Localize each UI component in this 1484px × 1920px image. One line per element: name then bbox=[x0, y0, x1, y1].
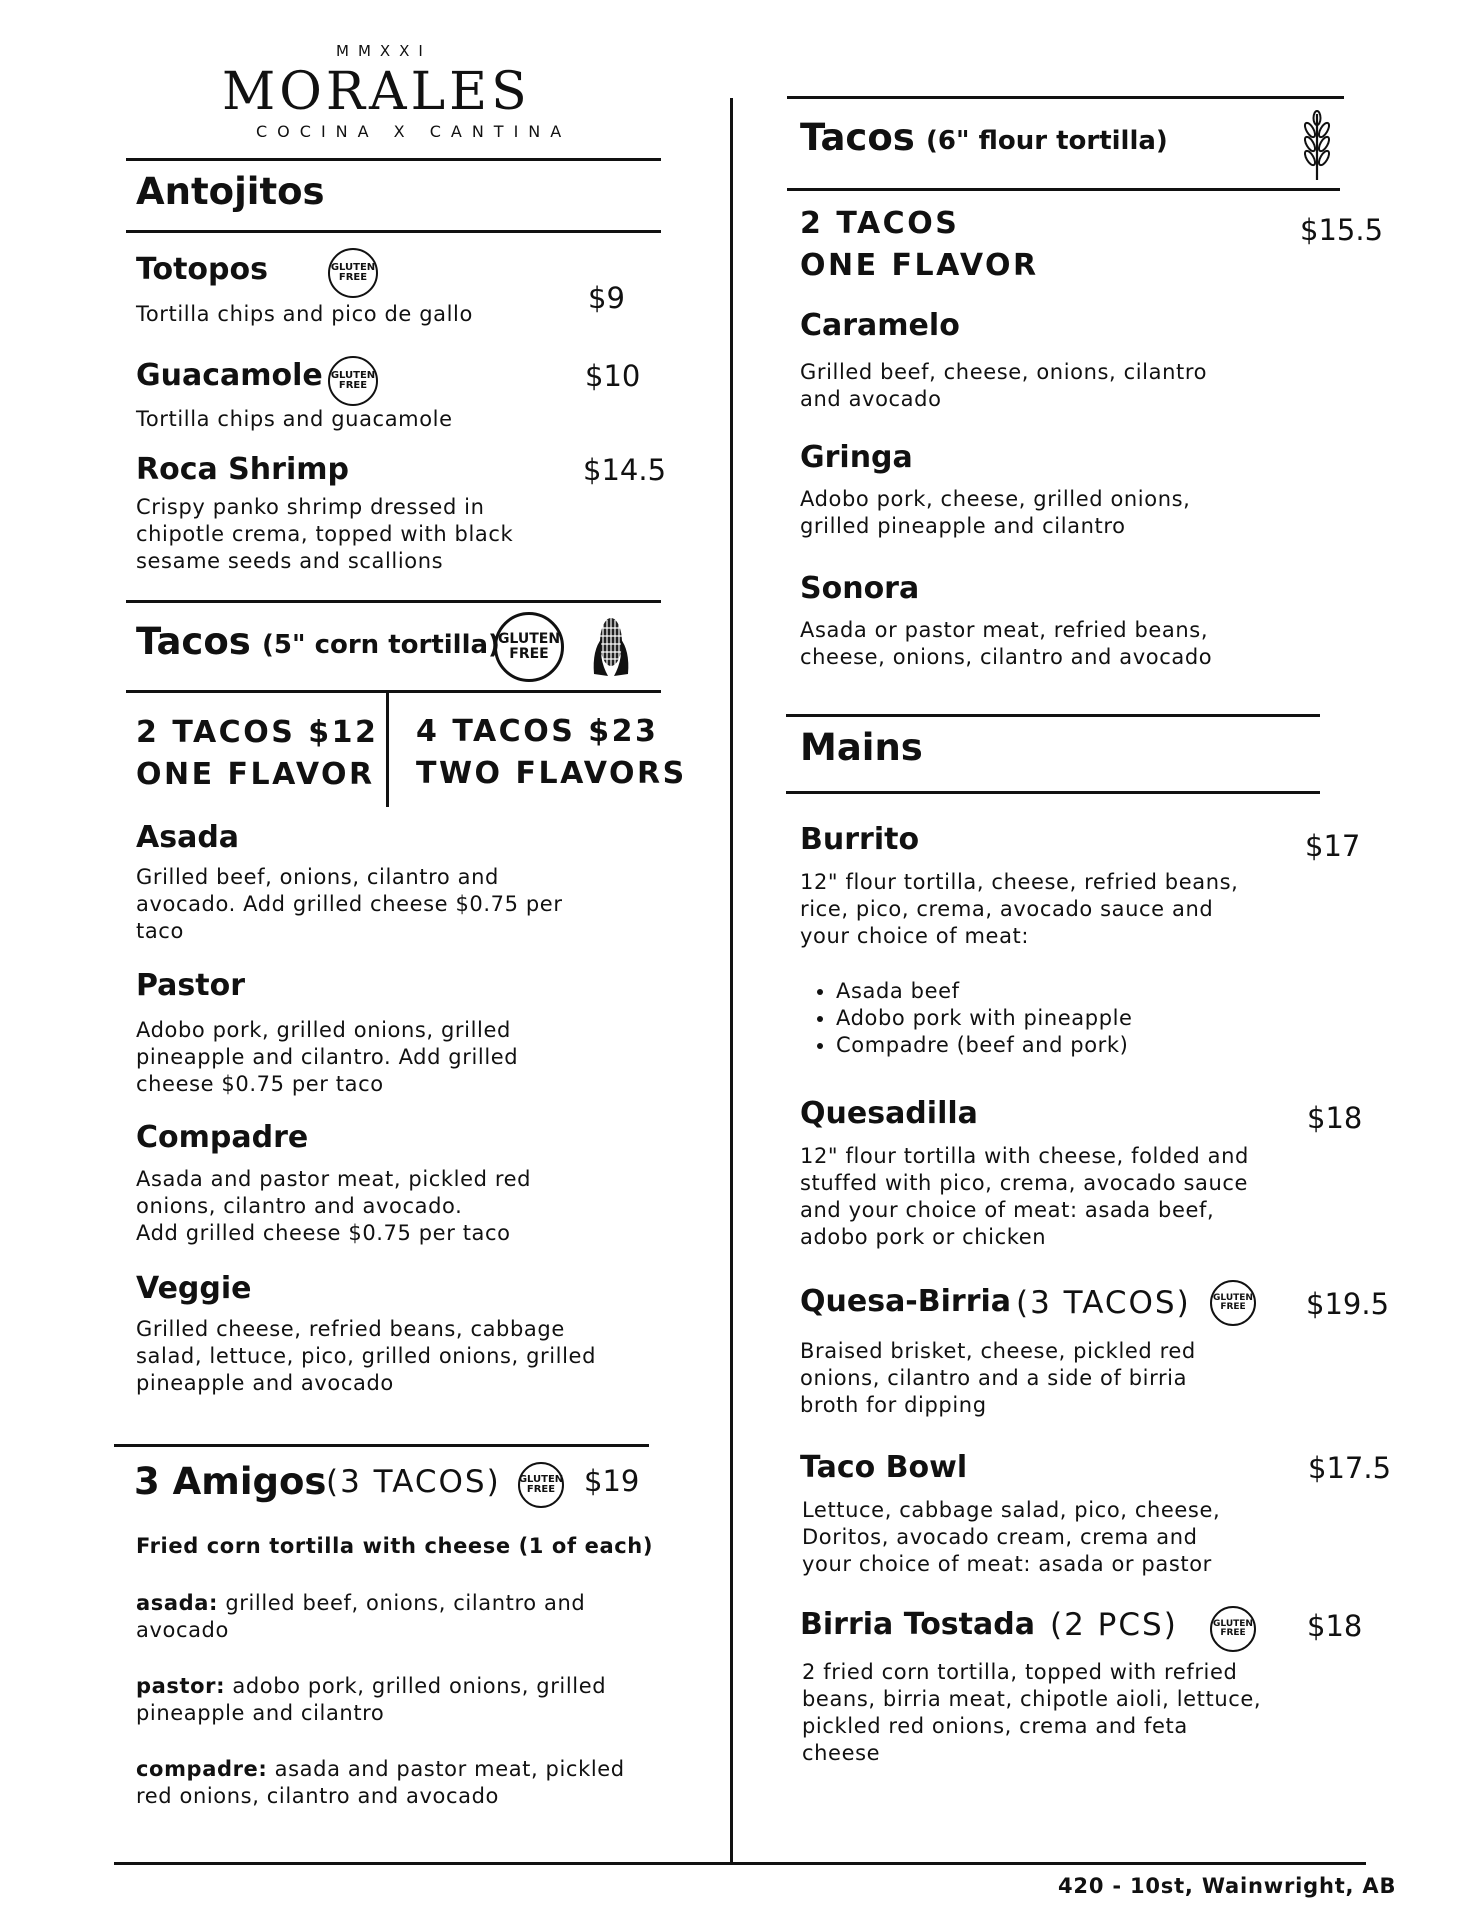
logo-tagline: COCINA X CANTINA bbox=[256, 122, 572, 141]
combo-price-flour: $15.5 bbox=[1300, 213, 1384, 247]
amigos-item-text: asada and pastor meat, pickled red onions, cilantro and avocado bbox=[136, 1757, 625, 1808]
list-item: • Adobo pork with pineapple bbox=[836, 1005, 1133, 1032]
badge-text: GLUTEN FREE bbox=[330, 261, 376, 283]
item-desc-guacamole: Tortilla chips and guacamole bbox=[136, 407, 453, 431]
gluten-free-badge bbox=[518, 1462, 564, 1508]
item-desc-taco-bowl: Lettuce, cabbage salad, pico, cheese, Doritos, avocado cream, crema and your choice of meat: asada or pastor bbox=[802, 1498, 1221, 1576]
combo-line: ONE FLAVOR bbox=[800, 248, 1039, 283]
item-name-gringa: Gringa bbox=[800, 440, 913, 475]
amigos-count: (3 TACOS) bbox=[326, 1464, 501, 1500]
divider bbox=[126, 690, 661, 693]
combo-line: TWO FLAVORS bbox=[416, 756, 687, 791]
corn-icon bbox=[588, 612, 634, 680]
item-name-quesadilla: Quesadilla bbox=[800, 1096, 978, 1131]
item-desc-sonora: Asada or pastor meat, refried beans, cheese, onions, cilantro and avocado bbox=[800, 618, 1213, 669]
combo-line: 2 TACOS bbox=[800, 206, 960, 241]
item-price-quesadilla: $18 bbox=[1307, 1101, 1363, 1135]
item-name-caramelo: Caramelo bbox=[800, 308, 960, 343]
item-name-compadre: Compadre bbox=[136, 1120, 309, 1155]
combo-line: 4 TACOS $23 bbox=[416, 714, 659, 749]
amigos-item-label: asada: bbox=[136, 1591, 219, 1615]
section-subtitle-tacos-flour: (6" flour tortilla) bbox=[926, 126, 1168, 156]
item-desc-quesadilla: 12" flour tortilla with cheese, folded and stuffed with pico, crema, avocado sauce and your choice of meat: asada beef, adobo pork or chicken bbox=[800, 1144, 1249, 1249]
section-title-tacos-flour: Tacos bbox=[800, 116, 915, 159]
item-name-roca-shrimp: Roca Shrimp bbox=[136, 452, 349, 487]
divider bbox=[126, 230, 661, 233]
item-desc-quesa-birria: Braised brisket, cheese, pickled red onions, cilantro and a side of birria broth for dipping bbox=[800, 1339, 1196, 1417]
wheat-icon bbox=[1300, 108, 1334, 182]
divider bbox=[786, 714, 1320, 717]
divider bbox=[126, 158, 661, 161]
burrito-meat-options bbox=[802, 978, 1133, 1059]
badge-text: GLUTEN FREE bbox=[518, 1473, 564, 1495]
gluten-free-badge bbox=[328, 356, 378, 406]
section-title-amigos: 3 Amigos bbox=[134, 1460, 327, 1503]
divider bbox=[786, 791, 1320, 794]
combo-divider bbox=[386, 693, 389, 807]
amigos-intro: Fried corn tortilla with cheese (1 of each) bbox=[136, 1534, 654, 1558]
item-price-guacamole: $10 bbox=[585, 359, 641, 393]
item-name-asada: Asada bbox=[136, 820, 240, 855]
item-price-birria-tostada: $18 bbox=[1307, 1609, 1363, 1643]
item-name-quesa-birria: Quesa-Birria bbox=[800, 1284, 1012, 1319]
badge-text: GLUTEN FREE bbox=[1213, 1618, 1253, 1638]
combo-option-two-tacos bbox=[136, 712, 378, 796]
divider bbox=[126, 600, 661, 603]
item-name-pastor: Pastor bbox=[136, 968, 246, 1003]
badge-text: GLUTEN FREE bbox=[497, 631, 561, 662]
combo-option-four-tacos bbox=[416, 711, 687, 795]
badge-text: GLUTEN FREE bbox=[330, 369, 376, 391]
item-name-veggie: Veggie bbox=[136, 1271, 252, 1306]
gluten-free-badge bbox=[1210, 1606, 1256, 1652]
item-name-birria-tostada: Birria Tostada bbox=[800, 1607, 1035, 1642]
item-name-sonora: Sonora bbox=[800, 571, 920, 606]
section-title-antojitos: Antojitos bbox=[136, 170, 325, 213]
amigos-item-pastor bbox=[136, 1673, 636, 1727]
divider bbox=[114, 1444, 649, 1447]
item-desc-roca-shrimp: Crispy panko shrimp dressed in chipotle crema, topped with black sesame seeds and scallions bbox=[136, 495, 514, 573]
section-title-mains: Mains bbox=[800, 726, 923, 769]
item-price-taco-bowl: $17.5 bbox=[1308, 1451, 1392, 1485]
column-divider bbox=[730, 98, 733, 1862]
logo-name: MORALES bbox=[222, 62, 531, 122]
item-desc-gringa: Adobo pork, cheese, grilled onions, grilled pineapple and cilantro bbox=[800, 487, 1191, 538]
item-name-taco-bowl: Taco Bowl bbox=[800, 1450, 968, 1485]
list-item: • Asada beef bbox=[836, 978, 1133, 1005]
desc-line: Asada and pastor meat, pickled red onions, cilantro and avocado. bbox=[136, 1167, 532, 1218]
item-desc-caramelo: Grilled beef, cheese, onions, cilantro and avocado bbox=[800, 360, 1208, 411]
item-desc-totopos: Tortilla chips and pico de gallo bbox=[136, 302, 473, 326]
combo-line: ONE FLAVOR bbox=[136, 757, 375, 792]
item-desc-asada: Grilled beef, onions, cilantro and avocado. Add grilled cheese $0.75 per taco bbox=[136, 865, 563, 943]
desc-line: Add grilled cheese $0.75 per taco bbox=[136, 1221, 511, 1245]
divider bbox=[787, 96, 1344, 99]
amigos-item-label: compadre: bbox=[136, 1757, 268, 1781]
item-desc-compadre bbox=[136, 1166, 596, 1247]
section-title-tacos-corn: Tacos bbox=[136, 620, 251, 663]
badge-text: GLUTEN FREE bbox=[1213, 1292, 1253, 1312]
item-name-guacamole: Guacamole bbox=[136, 358, 323, 393]
amigos-item-asada bbox=[136, 1590, 616, 1644]
amigos-item-text: grilled beef, onions, cilantro and avocado bbox=[136, 1591, 586, 1642]
amigos-item-label: pastor: bbox=[136, 1674, 226, 1698]
logo-year: MMXXI bbox=[336, 42, 432, 60]
gluten-free-badge bbox=[328, 248, 378, 298]
item-price-roca-shrimp: $14.5 bbox=[583, 453, 667, 487]
item-name-totopos: Totopos bbox=[136, 252, 268, 287]
item-desc-burrito: 12" flour tortilla, cheese, refried beans, rice, pico, crema, avocado sauce and your choice of meat: bbox=[800, 870, 1239, 948]
amigos-item-text: adobo pork, grilled onions, grilled pineapple and cilantro bbox=[136, 1674, 607, 1725]
combo-line: 2 TACOS $12 bbox=[136, 715, 379, 750]
item-price-quesa-birria: $19.5 bbox=[1306, 1287, 1390, 1321]
gluten-free-badge bbox=[1210, 1280, 1256, 1326]
item-price-totopos: $9 bbox=[588, 281, 625, 315]
footer-divider bbox=[114, 1862, 1366, 1865]
birria-tostada-count: (2 PCS) bbox=[1050, 1607, 1178, 1643]
gluten-free-badge bbox=[494, 612, 564, 682]
item-desc-pastor: Adobo pork, grilled onions, grilled pineapple and cilantro. Add grilled cheese $0.75 per taco bbox=[136, 1018, 519, 1096]
item-price-burrito: $17 bbox=[1305, 829, 1361, 863]
footer-address: 420 - 10st, Wainwright, AB bbox=[1058, 1874, 1397, 1898]
item-name-burrito: Burrito bbox=[800, 822, 920, 857]
item-desc-veggie: Grilled cheese, refried beans, cabbage salad, lettuce, pico, grilled onions, grilled pineapple and avocado bbox=[136, 1317, 597, 1395]
amigos-item-compadre bbox=[136, 1756, 656, 1810]
quesa-birria-count: (3 TACOS) bbox=[1016, 1285, 1191, 1321]
list-item: • Compadre (beef and pork) bbox=[836, 1032, 1133, 1059]
section-subtitle-tacos-corn: (5" corn tortilla) bbox=[262, 630, 500, 660]
item-desc-birria-tostada: 2 fried corn tortilla, topped with refried beans, birria meat, chipotle aioli, lettuce, pickled red onions, crema and feta cheese bbox=[802, 1660, 1262, 1765]
combo-option-flour bbox=[800, 203, 1039, 287]
amigos-price: $19 bbox=[584, 1464, 640, 1498]
divider bbox=[787, 188, 1340, 191]
